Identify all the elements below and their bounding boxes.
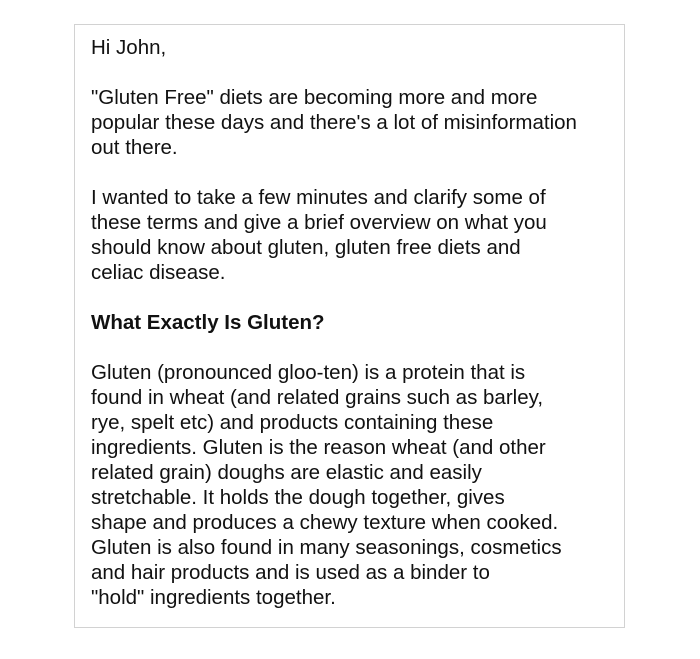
purpose-paragraph: I wanted to take a few minutes and clarify some of these terms and give a brief overview on what you should know about gluten, gluten free diets and celiac disease. — [91, 186, 547, 284]
intro-paragraph: "Gluten Free" diets are becoming more and more popular these days and there's a lot of misinformation out there. — [91, 86, 577, 159]
greeting: Hi John, — [91, 36, 167, 59]
section-heading: What Exactly Is Gluten? — [91, 311, 325, 334]
email-body — [74, 24, 625, 628]
gluten-definition-paragraph: Gluten (pronounced gloo-ten) is a protein that is found in wheat (and related grains such as barley, rye, spelt etc) and products containing these ingredients. Gluten is the reason wheat (and other related grain) doughs are elastic and easily stretchable. It holds the dough together, gives shape and produces a chewy texture when cooked. Gluten is also found in many seasonings, cosmetics and hair products and is used as a binder to "hold" ingredients together. — [91, 361, 562, 609]
